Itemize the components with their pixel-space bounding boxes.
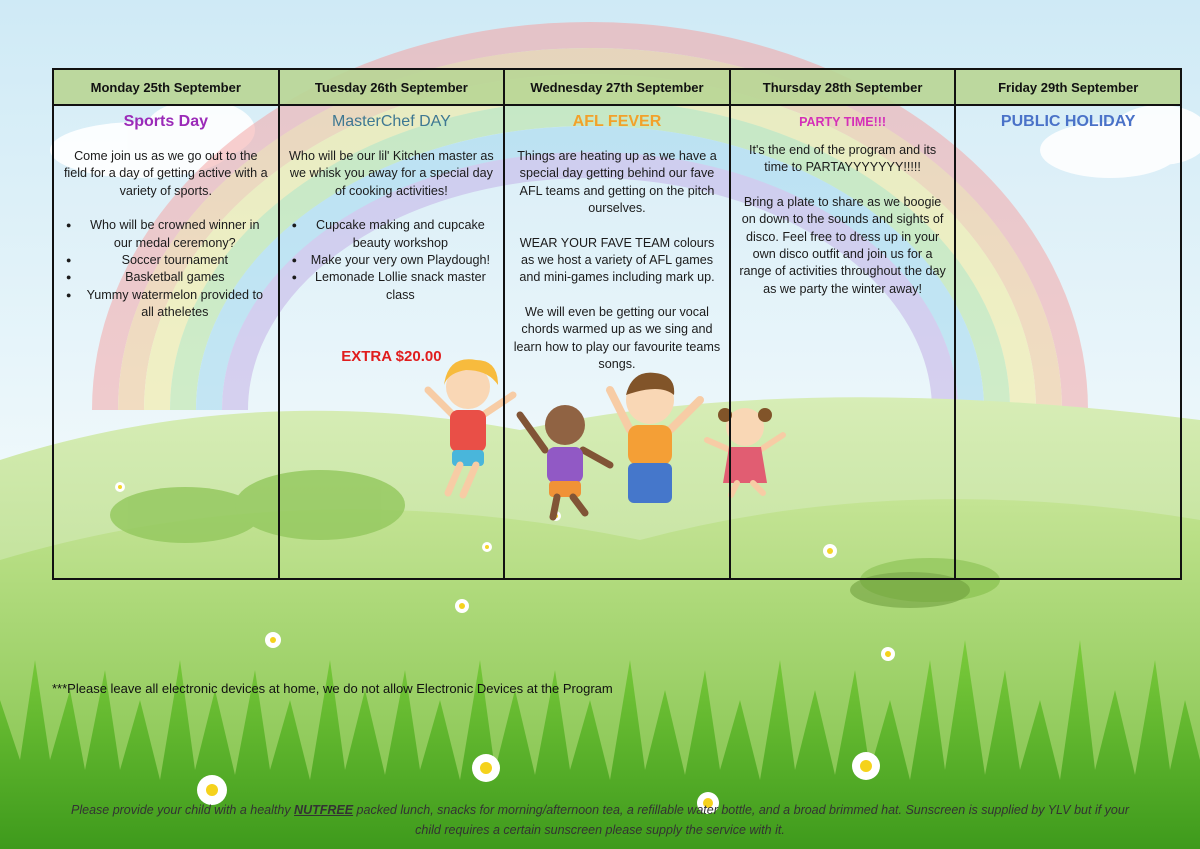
cell-tuesday [279,105,505,579]
cell-wednesday [504,105,730,579]
header-monday: Monday 25th September [53,69,279,105]
footer-text: packed lunch, snacks for morning/afternoon tea, a refillable water bottle, and a broad brimmed hat. Sunscreen is supplied by YLV but if your child requires a certain sunscreen please supply the service with it. [353,803,1129,837]
day-description: It's the end of the program and its time to PARTAYYYYYYY!!!!! [748,143,937,175]
header-wednesday: Wednesday 27th September [504,69,730,105]
schedule-header-row [53,69,1181,105]
cell-thursday [730,105,956,579]
day-description: Bring a plate to share as we boogie on down to the sounds and sights of disco. Feel free to dress up in your own disco outfit and join us for a range of activities throughout the day as we party the winter away! [739,194,946,296]
day-description: WEAR YOUR FAVE TEAM colours as we host a variety of AFL games and mini-games including mark up. [519,235,715,285]
day-description: Who will be our lil' Kitchen master as we whisk you away for a special day of cooking activities! [289,149,494,198]
day-description: Things are heating up as we have a special day getting behind our fave AFL teams and getting on the pitch ourselves. [517,149,717,216]
footer-text: Please provide your child with a healthy [71,803,295,817]
list-item: ● Make your very own Playdough! [288,252,496,269]
day-description: We will even be getting our vocal chords warmed up as we sing and learn how to play our favourite teams songs. [513,304,721,372]
activity-list [62,217,270,321]
extra-cost-label: EXTRA $20.00 [341,348,442,366]
weekly-schedule-table [52,68,1182,580]
activity-list [288,217,496,304]
list-item: ● Lemonade Lollie snack master class [288,269,496,304]
schedule-content-row [53,105,1181,579]
list-item: ● Yummy watermelon provided to all atheletes [62,287,270,322]
nutfree-emphasis: NUTFREE [294,803,354,817]
day-title-public-holiday: PUBLIC HOLIDAY [1000,113,1136,130]
list-item: ● Soccer tournament [62,252,270,269]
day-title-afl-fever: AFL FEVER [572,113,662,130]
cell-monday [53,105,279,579]
day-title-masterchef: MasterChef DAY [331,113,451,130]
header-friday: Friday 29th September [955,69,1181,105]
electronic-devices-note: ***Please leave all electronic devices at home, we do not allow Electronic Devices at the Program [52,681,613,696]
lunch-footer-note [70,800,1130,840]
header-thursday: Thursday 28th September [730,69,956,105]
day-title-sports-day: Sports Day [123,113,209,130]
header-tuesday: Tuesday 26th September [279,69,505,105]
list-item: ● Cupcake making and cupcake beauty workshop [288,217,496,252]
list-item: ● Who will be crowned winner in our medal ceremony? [62,217,270,252]
cell-friday [955,105,1181,579]
day-description: Come join us as we go out to the field for a day of getting active with a variety of sports. [63,149,268,198]
day-title-party-time: PARTY TIME!!! [799,115,887,129]
list-item: ● Basketball games [62,269,270,286]
